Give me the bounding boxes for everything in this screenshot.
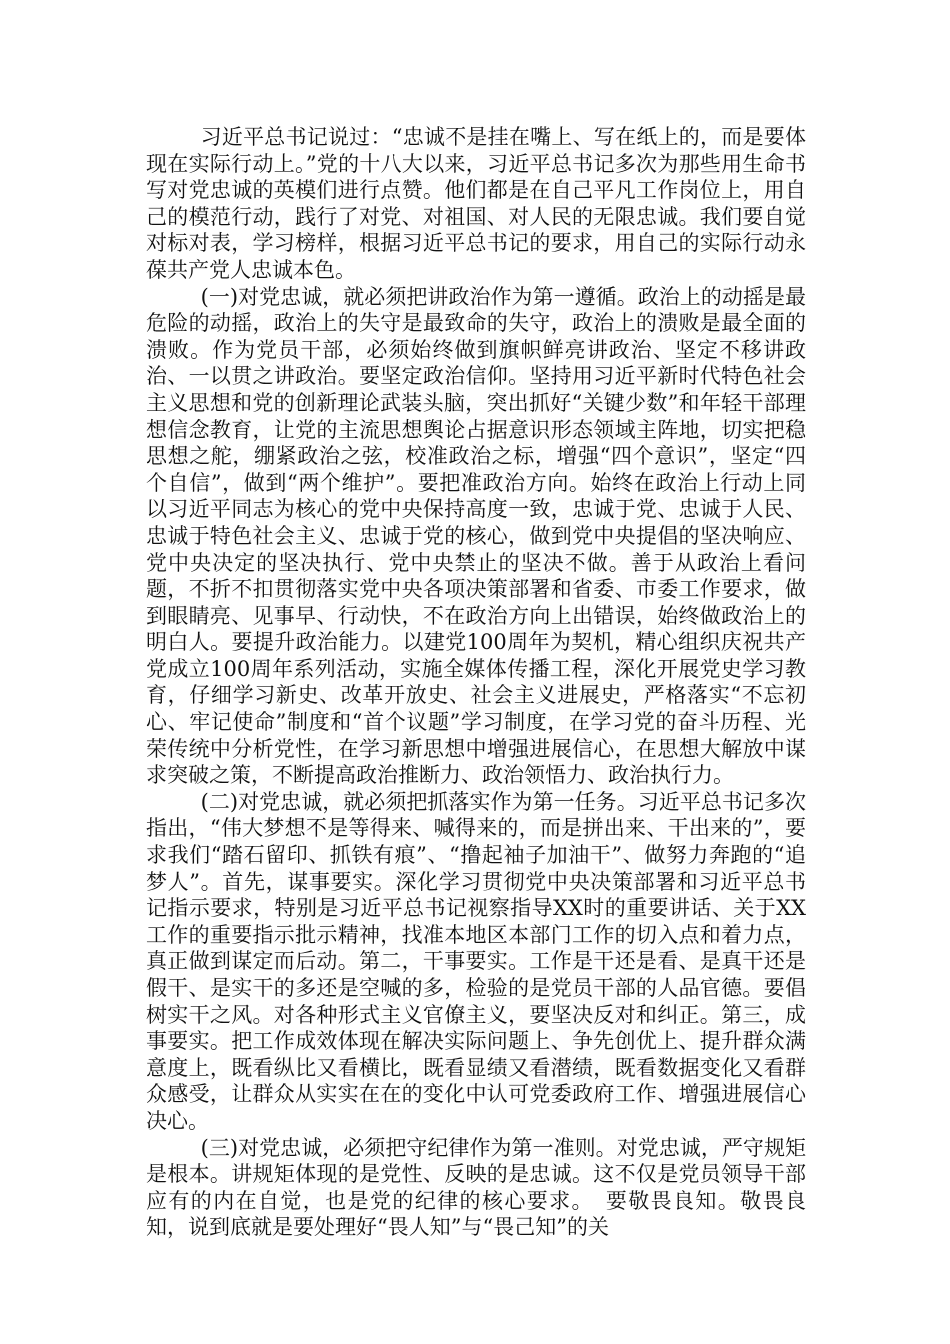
paragraph-section-2: (二)对党忠诚，就必须把抓落实作为第一任务。习近平总书记多次指出，“伟大梦想不是等得来、喊得来的，而是拼出来、干出来的”，要求我们“踏石留印、抓铁有痕”、“撸起袖子加油干”、做努力奔跑的“追梦人”。首先，谋事要实。深化学习贯彻党中央决策部署和习近平总书记指示要求，特别是习近平总书记视察指导XX时的重要讲话、关于XX工作的重要指示批示精神，找准本地区本部门工作的切入点和着力点，真正做到谋定而后动。第二，干事要实。工作是干还是看、是真干还是假干、是实干的多还是空喊的多，检验的是党员干部的人品官德。要倡树实干之风。对各种形式主义官僚主义，要坚决反对和纠正。第三，成事要实。把工作成效体现在解决实际问题上、争先创优上、提升群众满意度上，既看纵比又看横比，既看显绩又看潜绩，既看数据变化又看群众感受，让群众从实实在在的变化中认可党委政府工作、增强进展信心决心。 [146, 789, 806, 1133]
paragraph-intro: 习近平总书记说过：“忠诚不是挂在嘴上、写在纸上的，而是要体现在实际行动上。”党的十八大以来，习近平总书记多次为那些用生命书写对党忠诚的英模们进行点赞。他们都是在自己平凡工作岗位上，用自己的模范行动，践行了对党、对祖国、对人民的无限忠诚。我们要自觉对标对表，学习榜样，根据习近平总书记的要求，用自己的实际行动永葆共产党人忠诚本色。 [146, 125, 806, 282]
paragraph-section-1: (一)对党忠诚，就必须把讲政治作为第一遵循。政治上的动摇是最危险的动摇，政治上的失守是最致命的失守，政治上的溃败是最全面的溃败。作为党员干部，必须始终做到旗帜鲜亮讲政治、坚定不移讲政治、一以贯之讲政治。要坚定政治信仰。坚持用习近平新时代特色社会主义思想和党的创新理论武装头脑，突出抓好“关键少数”和年轻干部理想信念教育，让党的主流思想舆论占据意识形态领域主阵地，切实把稳思想之舵，绷紧政治之弦，校准政治之标，增强“四个意识”，坚定“四个自信”，做到“两个维护”。要把准政治方向。始终在政治上行动上同以习近平同志为核心的党中央保持高度一致，忠诚于党、忠诚于人民、忠诚于特色社会主义、忠诚于党的核心，做到党中央提倡的坚决响应、党中央决定的坚决执行、党中央禁止的坚决不做。善于从政治上看问题，不折不扣贯彻落实党中央各项决策部署和省委、市委工作要求，做到眼睛亮、见事早、行动快，不在政治方向上出错误，始终做政治上的明白人。要提升政治能力。以建党100周年为契机，精心组织庆祝共产党成立100周年系列活动，实施全媒体传播工程，深化开展党史学习教育，仔细学习新史、改革开放史、社会主义进展史，严格落实“不忘初心、牢记使命”制度和“首个议题”学习制度，在学习党的奋斗历程、光荣传统中分析党性，在学习新思想中增强进展信心，在思想大解放中谋求突破之策，不断提高政治推断力、政治领悟力、政治执行力。 [146, 284, 806, 788]
paragraph-section-3: (三)对党忠诚，必须把守纪律作为第一准则。对党忠诚，严守规矩是根本。讲规矩体现的是党性、反映的是忠诚。这不仅是党员领导干部应有的内在自觉，也是党的纪律的核心要求。 要敬畏良知。敬畏良知，说到底就是要处理好“畏人知”与“畏己知”的关 [146, 1135, 806, 1240]
document-body [146, 124, 806, 1241]
